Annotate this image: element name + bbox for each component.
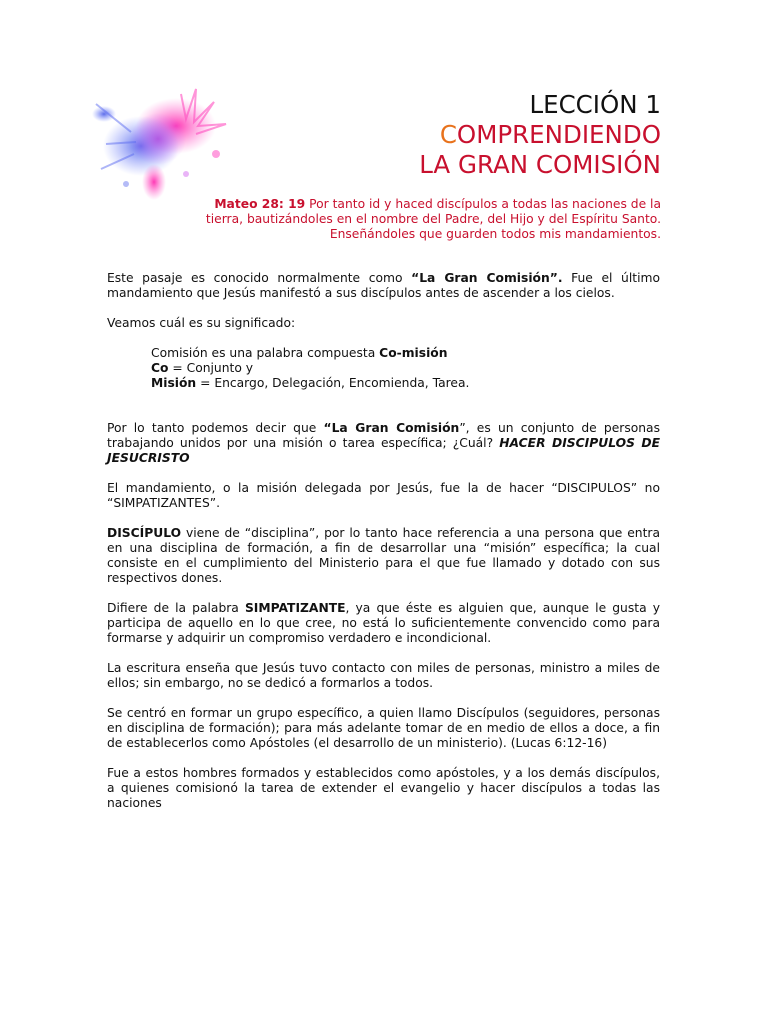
verse-text: Por tanto id y haced discípulos a todas las naciones de la tierra, bautizándoles en el nombre del Padre, del Hijo y del Espíritu Santo. Enseñándoles que guarden todos mis mandamientos. xyxy=(205,197,661,241)
definition-line xyxy=(151,361,660,376)
bible-verse xyxy=(200,197,661,242)
paragraph-great-commission xyxy=(107,421,660,466)
paragraph-intro xyxy=(107,271,660,301)
paragraph-mandate: El mandamiento, o la misión delegada por Jesús, fue la de hacer “DISCIPULOS” no “SIMPATIZANTES”. xyxy=(107,481,660,510)
bold-term: Co-misión xyxy=(379,346,448,360)
text-span: Fue el último mandamiento que Jesús manifestó a sus discípulos antes de ascender a los cielos. xyxy=(107,271,660,300)
text-span: viene de “disciplina”, por lo tanto hace referencia a una persona que entra en una disciplina de formación, a fin de desarrollar una “misión” específica; la cual consiste en el cumplimiento del Ministerio para el que fue llamado y dotado con sus respectivos dones. xyxy=(107,526,660,585)
definition-line xyxy=(151,376,660,391)
bold-phrase: “La Gran Comisión xyxy=(323,421,460,435)
title-line-1 xyxy=(419,120,661,150)
definition-block xyxy=(107,346,660,391)
text-span: = Encargo, Delegación, Encomienda, Tarea. xyxy=(196,376,470,390)
definition-line xyxy=(151,346,660,361)
bold-italic-phrase: HACER DISCIPULOS DE JESUCRISTO xyxy=(107,436,661,465)
paragraph-sympathizer xyxy=(107,601,660,646)
paragraph-disciple xyxy=(107,526,660,586)
title-rest: OMPRENDIENDO xyxy=(456,120,661,149)
bold-term: DISCÍPULO xyxy=(107,526,182,540)
text-span: Difiere de la palabra xyxy=(107,601,245,615)
bold-term: Misión xyxy=(151,376,197,390)
bold-phrase: “La Gran Comisión”. xyxy=(411,271,563,285)
lesson-title-block xyxy=(419,90,661,180)
text-span: , ya que éste es alguien que, aunque le gusta y participa de aquello en lo que cree, no está lo suficientemente convencido como para formarse y adquirir un compromiso verdadero e incondicional. xyxy=(107,601,660,645)
text-span: Este pasaje es conocido normalmente como xyxy=(107,271,412,285)
document-body xyxy=(107,271,660,811)
paragraph-meaning: Veamos cuál es su significado: xyxy=(107,316,296,330)
paragraph-apostles: Se centró en formar un grupo específico, a quien llamo Discípulos (seguidores, personas en disciplina de formación); para más adelante tomar de en medio de ellos a doce, a fin de establecerlos como Apóstoles (el desarrollo de un ministerio). (Lucas 6:12-16) xyxy=(107,706,660,750)
bold-term: SIMPATIZANTE xyxy=(244,601,346,615)
text-span: = Conjunto y xyxy=(168,361,254,375)
paragraph-commission: Fue a estos hombres formados y establecidos como apóstoles, y a los demás discípulos, a quienes comisionó la tarea de extender el evangelio y hacer discípulos a todas las naciones xyxy=(107,766,660,810)
bold-term: Co xyxy=(151,361,169,375)
paragraph-scripture: La escritura enseña que Jesús tuvo contacto con miles de personas, ministro a miles de ellos; sin embargo, no se dedicó a formarlos a todos. xyxy=(107,661,660,690)
title-initial-letter: C xyxy=(439,120,457,149)
text-span: Comisión es una palabra compuesta xyxy=(151,346,380,360)
text-span: Por lo tanto podemos decir que xyxy=(107,421,324,435)
paint-splash-logo xyxy=(86,84,236,209)
lesson-number: LECCIÓN 1 xyxy=(529,90,661,119)
text-span: ”, es un conjunto de personas trabajando unidos por una misión o tarea específica; ¿Cuál? xyxy=(107,421,660,450)
verse-reference: Mateo 28: 19 xyxy=(214,197,306,211)
title-line-2: LA GRAN COMISIÓN xyxy=(419,150,661,179)
